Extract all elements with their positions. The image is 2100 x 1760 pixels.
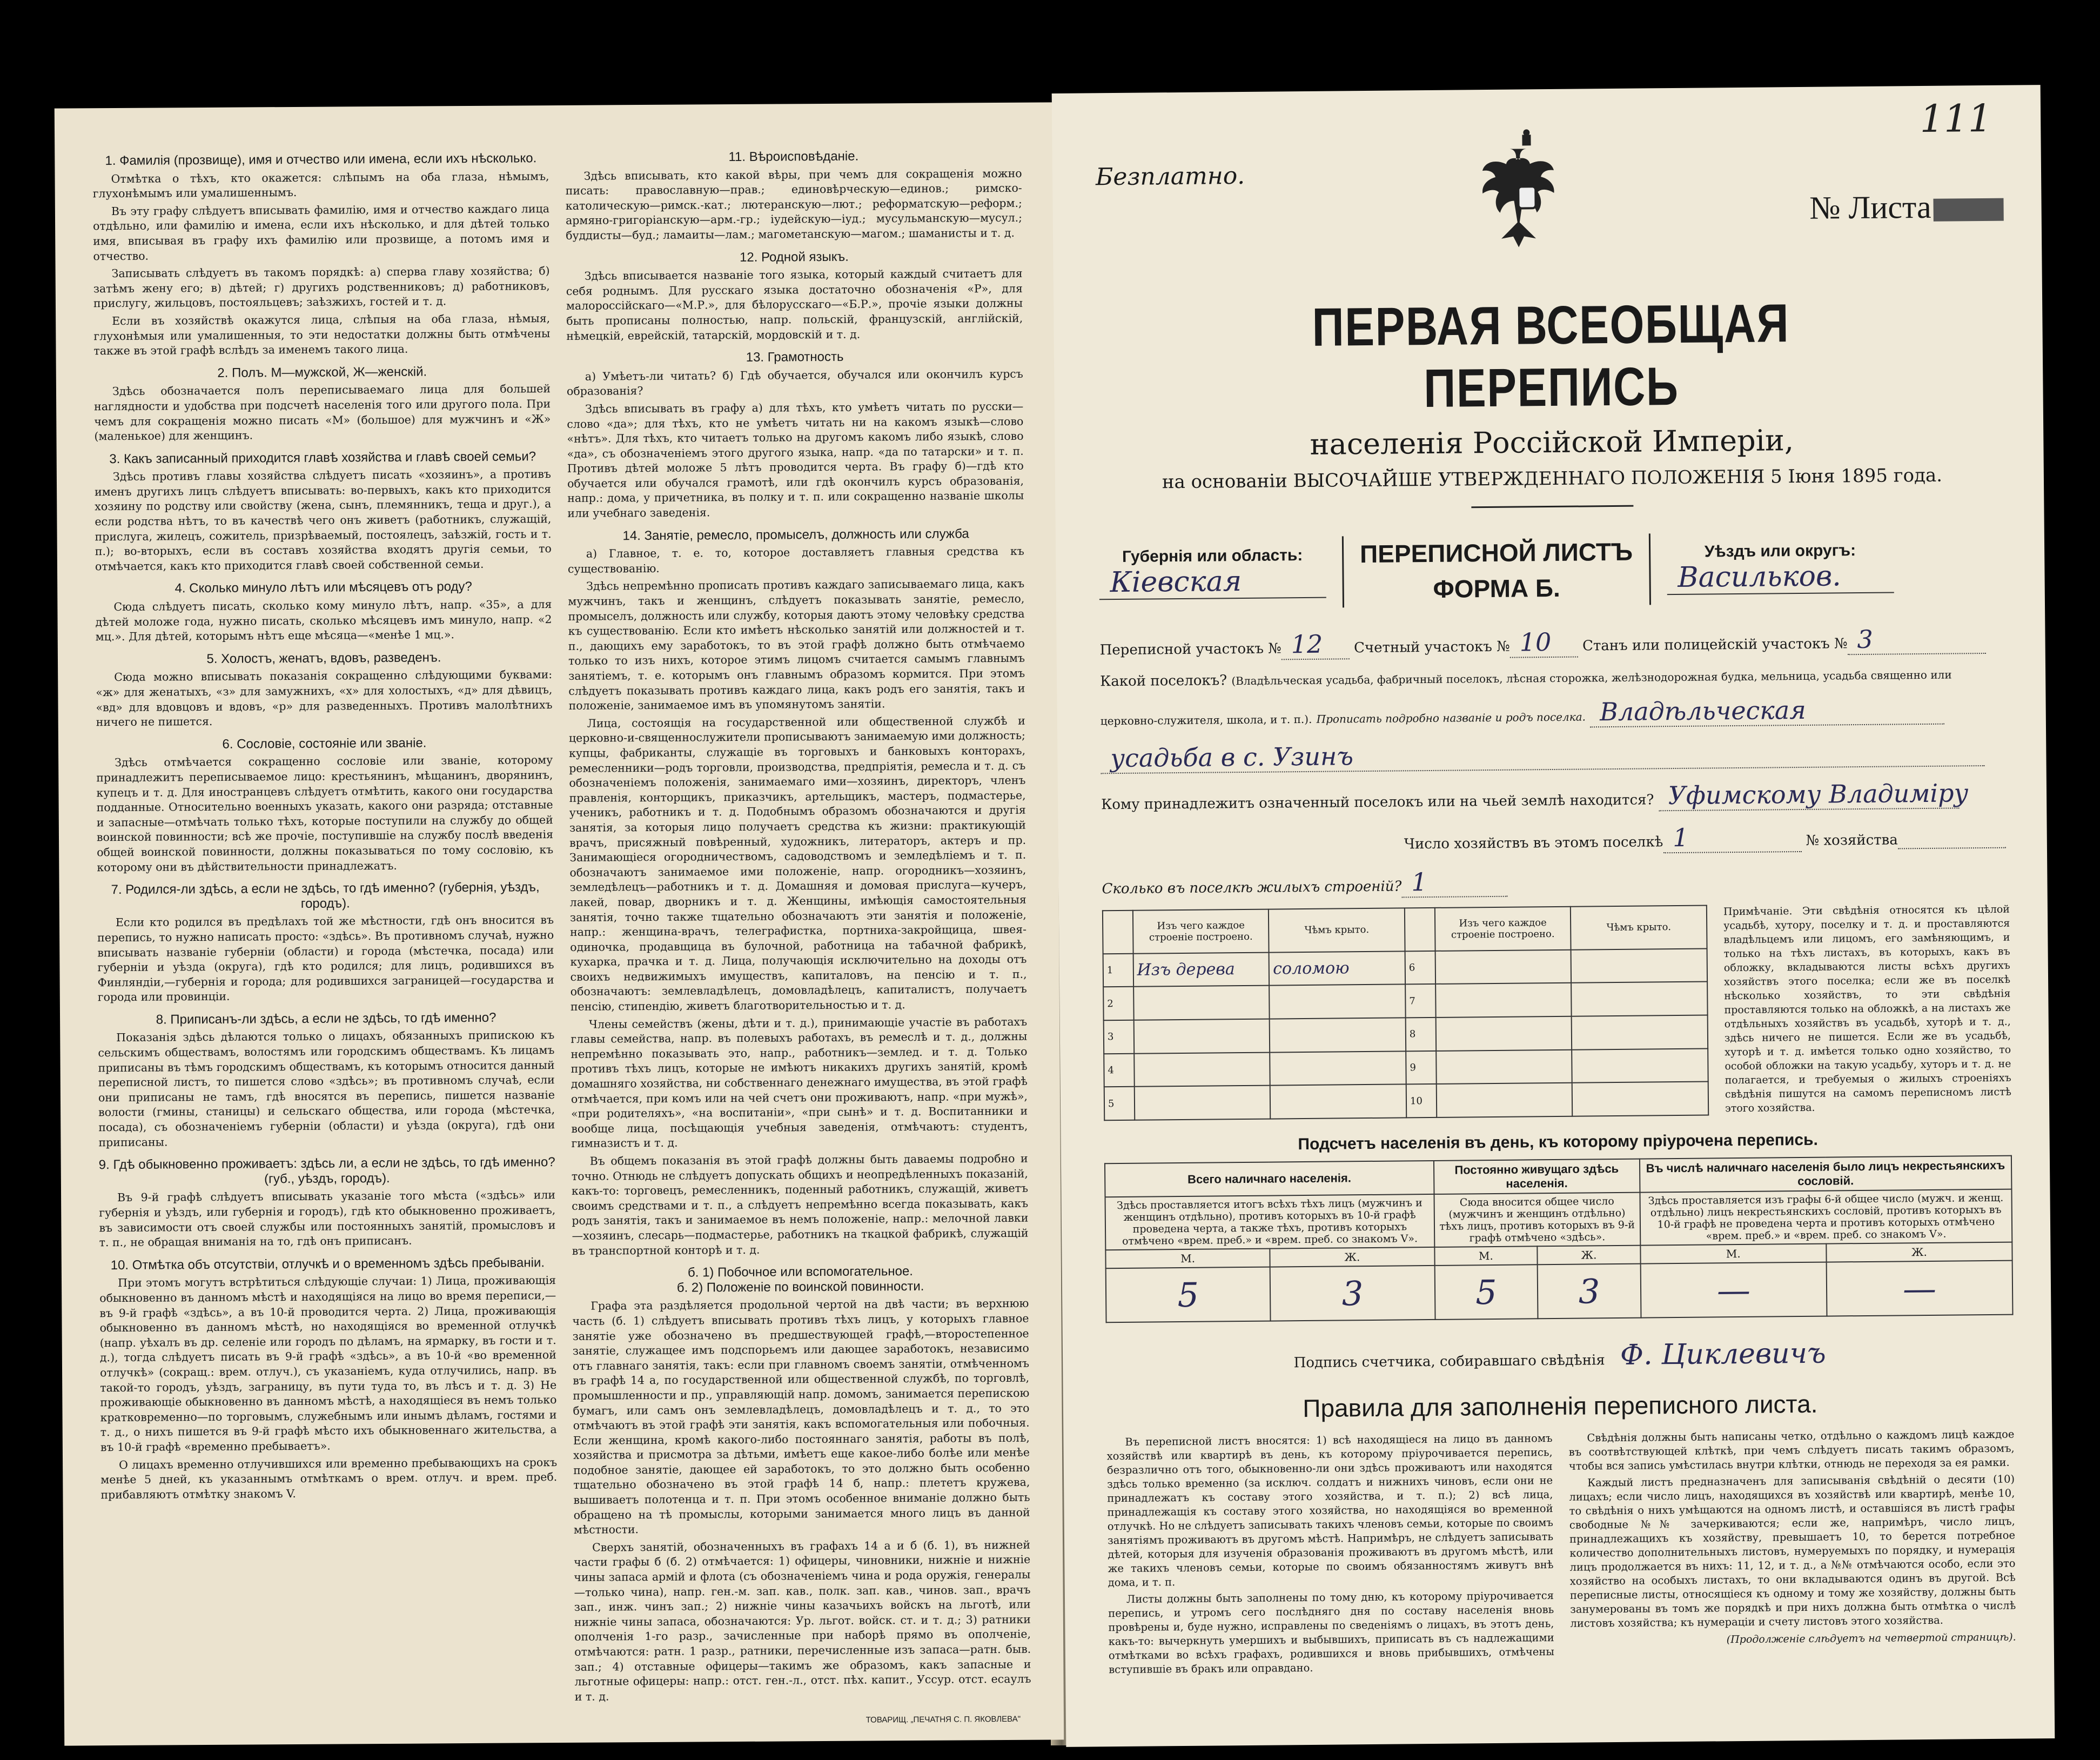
instruction-heading: 14. Занятіе, ремесло, промыселъ, должность или служба [622,526,969,543]
instructions-column-2 [565,140,1031,1710]
rules-columns [1106,1428,2016,1680]
handwritten-page-number: 111 [1920,96,1992,142]
pop-desc-present: Здѣсь проставляется итогъ всѣхъ тѣхъ лицъ (мужчинъ и женщинъ отдѣльно), противъ которыхъ въ 10-й графѣ проведена черта, а также тѣхъ, противъ которыхъ отмѣчено «врем. преб.» и «врем. преб. со знакомъ V». [1105,1194,1434,1250]
rules-title: Правила для заполненія переписного листа. [1303,1389,1818,1423]
bld-material[interactable]: Изъ дерева [1133,952,1269,987]
form-title-line-2: ФОРМА Б. [1433,573,1560,603]
form-title [1342,533,1651,607]
uezd-value[interactable]: Васильков. [1667,559,1894,595]
right-page [1052,85,2055,1747]
pop-permanent-male[interactable]: 5 [1434,1264,1538,1320]
bld-header-roof-2: Чѣмъ крыто. [1571,906,1707,950]
table-row [1103,948,1707,987]
buildings-note: Примѣчаніе. Эти свѣдѣнія относятся къ цѣлой усадьбѣ, хутору, поселку и т. д. и проставляются владѣльцемъ или лицомъ, его замѣняющимъ, и только на тѣхъ листахъ, въ которыхъ, какъ въ обложку, вкладываются листы всѣхъ другихъ хозяйствъ этого поселка; если же въ поселкѣ нѣсколько хозяйствъ, то эти свѣдѣнія проставляются только на обложкѣ, а на листахъ же отдѣльныхъ хозяйствъ въ усадьбѣ, хуторѣ и т. д., здѣсь ничего не пишется. Если же въ усадьбѣ, хуторѣ и т. д. имѣется только одно хозяйство, то особой обложки на такую усадьбу, хуторъ и т. д. не полагается, и требуемыя о жилыхъ строеніяхъ свѣдѣнія пишутся на самомъ переписномъ листѣ этого хозяйства. [1723,903,2011,1115]
enumerator-signature[interactable]: Ф. Циклевичъ [1620,1337,1826,1371]
instruction-paragraph: Графа эта раздѣляется продольной чертой на двѣ части; въ верхнюю часть (б. 1) слѣдуетъ вписывать противъ тѣхъ лицъ, у которыхъ главное занятіе уже обозначено въ предшествующей графѣ,—второстепенное занятіе, служащее имъ подспорьемъ или дающее заработокъ, независимо отъ главнаго занятія, такъ: если при главномъ своемъ занятіи, отмѣченномъ въ графѣ 14 а, по государственной или общественной службѣ, по торговлѣ, промышленности и пр., управляющій напр. домомъ, занимается перепискою бумагъ, или самъ онъ землевладѣлецъ, домовладѣлецъ и т. д., то это отмѣчаютъ въ этой графѣ эти занятія, какъ вспомогательныя или побочныя. Если женщина, кромѣ какого-либо постояннаго занятія, работы въ полѣ, хозяйства и присмотра за дѣтьми, имѣетъ еще какое-либо болѣе или менѣе подобное занятіе, дающее ей заработокъ, то это должно быть особенно тщательно обозначено въ этой графѣ 14 б, напр.: плететъ кружева, вышиваетъ полотенца и т. п. При этомъ особенное вниманіе должно быть обращено на тѣ промыслы, которыми занимается много лицъ въ данной мѣстности. [572,1297,1030,1537]
bld-material[interactable] [1133,986,1270,1020]
sheet-number-stamp [1933,198,2003,222]
rules-continuation: (Продолженіе слѣдуетъ на четвертой страницѣ). [1726,1631,2016,1646]
instruction-paragraph: Здѣсь противъ главы хозяйства слѣдуетъ писать «хозяинъ», а противъ именъ другихъ лицъ слѣдуетъ вписывать: во-первыхъ, какъ кто приходится хозяину по родству или свойству (жена, сынъ, племянникъ, теща и друг.), а если родства нѣтъ, то въ качествѣ чего онъ живетъ (работникъ, служащій, прислуга, жилецъ, сожитель, призрѣваемый, постоялецъ, заѣзжій, гость и т. п.); во-вторыхъ, если въ составъ хозяйства входятъ другія семьи, то отмѣчается, какъ кто приходится главѣ своей собственной семьи. [95,467,552,573]
table-row [1104,1048,1708,1087]
pop-permanent-female[interactable]: 3 [1538,1264,1641,1319]
bld-roof[interactable] [1270,1085,1406,1119]
settlement-name-value[interactable]: Владѣльческая [1590,694,1944,728]
buildings-section [1102,902,2011,1121]
instruction-heading: 7. Родился-ли здѣсь, а если не здѣсь, то гдѣ именно? (губернія, уѣздъ, городъ). [111,880,540,911]
instruction-paragraph: Если въ хозяйствѣ окажутся лица, слѣпыя на оба глаза, нѣмыя, глухонѣмыя или умалишенныя, то эти недостатки должны быть отмѣчены также въ этой графѣ вслѣдъ за именемъ такого лица. [93,312,551,358]
population-table: Всего наличнаго населенія. Постоянно живущаго здѣсь населенія. Въ числѣ наличнаго населенія было лицъ некрестьянскихъ сословій. Здѣсь проставляется итогъ всѣхъ тѣхъ лицъ (мужчинъ и женщинъ отдѣльно), противъ которыхъ въ 10-й графѣ проведена черта, а также тѣхъ, противъ которыхъ отмѣчено «врем. преб.» и «врем. преб. со знакомъ V». Сюда вносится общее число (мужчинъ и женщинъ отдѣльно) тѣхъ лицъ, противъ которыхъ въ 9-й графѣ отмѣчено «здѣсь». Здѣсь проставляется изъ графы 6-й общее число (мужч. и женщ. отдѣльно) лицъ некрестьянскихъ сословій, противъ которыхъ въ 10-й графѣ не проведена черта и противъ которыхъ отмѣчено «врем. преб.» и «врем. преб. со знакомъ V». М. Ж. М. Ж. М. Ж. 5 3 5 3 — — [1104,1155,2014,1323]
households-value[interactable]: 1 [1663,822,1801,853]
counting-district-value[interactable]: 10 [1509,627,1578,658]
instruction-paragraph: Въ 9-й графѣ слѣдуетъ вписывать указаніе того мѣста («здѣсь» или губернія и уѣздъ, или губернія и городъ), гдѣ кто обыкновенно проживаетъ, въ зависимости отъ своей службы или постоянныхъ занятій, промысловъ и т. п., не обращая вниманія на то, гдѣ онъ приписанъ. [99,1188,556,1249]
instruction-paragraph: Здѣсь обозначается полъ переписываемаго лица для большей наглядности и удобства при подсчетѣ населенія того или другого пола. При чемъ для сокращенія можно писать «М» (большое) для мужчинъ и «Ж» (маленькое) для женщинъ. [94,382,551,443]
district-line: Переписной участокъ № 12 Счетный участокъ № 10 Станъ или полицейскій участокъ № 3 [1099,624,2007,662]
guberniya-label: Губернія или область: [1122,546,1303,566]
instruction-heading: 1. Фамилія (прозвище), имя и отчество или имена, если ихъ нѣсколько. [105,151,537,169]
bld-material-2[interactable] [1435,949,1571,984]
instruction-paragraph: Сверхъ занятій, обозначенныхъ въ графахъ 14 а и б (б. 1), въ нижней части графы б (б. 2) отмѣчается: 1) офицеры, чиновники, нижніе и нижніе чины запаса армій и флота (съ обозначеніемъ чина и рода оружія, генералы—только чина), напр. ген.-м. зап. кав., полк. зап. кав., чинов. зап., врачъ зап., инж. чинъ зап.; 2) нижніе чины казачьихъ войскъ на льготѣ, или нижніе чины запаса, обозначаются: Ур. льгот. войск. ст. и т. д.; 3) ратники ополченія 1-го разр., зачисленные при наборѣ прямо въ ополченіе, отмѣчаются: ратн. 1 разр., ратники, перечисленные изъ запаса—ратн. быв. зап.; 4) отставные офицеры—такимъ же образомъ, какъ запасные и льготные офицеры: напр.: отст. ген.-л., отст. пѣх. капит., Уссур. отст. есаулъ и т. д. [574,1538,1031,1703]
bld-material[interactable] [1134,1086,1270,1120]
instruction-paragraph: Члены семействъ (жены, дѣти и т. д.), принимающіе участіе въ работахъ главы семейства, напр. въ полевыхъ работахъ, въ ремеслѣ и т. д., должны непремѣнно показывать это, напр., работникъ—землед. и т. д. Только противъ тѣхъ лицъ, которые не имѣютъ никакихъ другихъ занятій, кромѣ домашняго хозяйства, ни собственнаго денежнаго имущества, въ этой графѣ отмѣчается, при комъ или на чей счетъ они проживаютъ, напр. «при мужѣ», «при родителяхъ», «на воспитаніи», «при сынѣ» и т. д. Воспитанники и вообще лица, посѣщающія учебныя заведенія, отмѣчаютъ: студентъ, гимназистъ и т. д. [571,1015,1028,1150]
households-line: Число хозяйствъ въ этомъ поселкѣ 1 № хозяйства [1102,820,2009,859]
bld-material[interactable] [1134,1052,1270,1087]
bld-material-2[interactable] [1435,1016,1572,1051]
buildings-count-line: Сколько въ поселкѣ жилыхъ строеній? 1 [1102,862,2009,901]
buildings-table [1102,905,1709,1121]
bld-material-2[interactable] [1436,1049,1572,1084]
instruction-heading: б. 1) Побочное или вспомогательное. б. 2) Положеніе по воинской повинности. [676,1264,924,1295]
bld-roof-2[interactable] [1571,948,1707,983]
rule-paragraph: Каждый листъ предназначенъ для записыванія свѣдѣній о десяти (10) лицахъ; если число лицъ, находящихся въ хозяйствѣ или квартирѣ, менѣе 10, то свѣдѣнія о нихъ умѣщаются на одномъ листѣ, и оставшіяся въ листѣ графы свободные №№ зачеркиваются; если же, напримѣръ, число лицъ, принадлежащихъ къ хозяйству, превышаетъ 10, то берется потребное количество дополнительныхъ листовъ, нумеруемыхъ по порядку, и нумерація лицъ продолжается въ нихъ: 11, 12, и т. д., а №№ отмѣчаются особо, если это хозяйство на особыхъ листахъ, то они вкладываются одинъ въ другой. Всѣ переписные листы, относящіеся къ одному и тому же хозяйству, должны быть занумерованы въ томъ же порядкѣ и при нихъ должна быть отмѣтка о числѣ листовъ хозяйства; къ нумераціи и счету листовъ этого хозяйства. [1569,1473,2016,1630]
pop-non-peasant-female[interactable]: — [1826,1261,2012,1316]
pop-desc-permanent: Сюда вносится общее число (мужчинъ и женщинъ отдѣльно) тѣхъ лицъ, противъ которыхъ въ 9-й графѣ отмѣчено «здѣсь». [1434,1193,1640,1247]
pop-present-female[interactable]: 3 [1270,1266,1435,1321]
rule-paragraph: Въ переписной листъ вносятся: 1) всѣ находящіеся на лицо въ данномъ хозяйствѣ или квартирѣ въ день, къ которому пріурочивается перепись, безразлично отъ того, обыкновенно-ли они здѣсь проживаютъ или находятся здѣсь только временно (за исключ. солдатъ и нижнихъ чиновъ, если они не принадлежатъ къ составу этого хозяйства, и т. п.); 2) всѣ лица, принадлежащія къ составу этого хозяйства, но находящіяся во временной отлучкѣ. Но не слѣдуетъ записывать такихъ членовъ семьи, которые по своимъ занятіямъ проживаютъ въ другомъ мѣстѣ. Напримѣръ, не слѣдуетъ записывать дѣтей, которыя для изученія образованія проживаютъ въ другомъ мѣстѣ, или же такихъ членовъ семьи, которые по своимъ обязанностямъ живутъ внѣ дома, и т. п. [1106,1432,1554,1589]
bld-header-material-2: Изъ чего каждое строеніе построено. [1435,907,1571,951]
instruction-paragraph: Записывать слѣдуетъ въ такомъ порядкѣ: а) сперва главу хозяйства; б) затѣмъ жену его; в) дѣтей; г) другихъ родственниковъ; д) работниковъ, прислугу, жильцовъ, постояльцевъ; заѣзжихъ, гостей и т. д. [93,264,550,310]
police-district-value[interactable]: 3 [1847,624,1985,655]
pop-header-present: Всего наличнаго населенія. [1105,1161,1434,1197]
instruction-paragraph: При этомъ могутъ встрѣтиться слѣдующіе случаи: 1) Лица, проживающія обыкновенно въ данномъ мѣстѣ и находящіяся на лицо во время переписи,—въ 9-й графѣ «здѣсь», а въ 10-й проводится черта. 2) Лица, проживающія обыкновенно въ данномъ мѣстѣ, но находящіяся во временной отлучкѣ (напр. уѣхалъ въ др. селеніе или городъ по дѣламъ, на ярмарку, въ гости и т. д.), тогда слѣдуетъ писать въ 9-й графѣ «здѣсь», а въ 10-й «во временной отлучкѣ» (сокращ.: врем. отлуч.), съ указаніемъ, куда отлучились, напр. въ такой-то городъ, уѣздъ, заграницу, въ пути туда то, въ лѣсъ и т. д. 3) Не проживающіе обыкновенно въ данномъ мѣстѣ, а находящіеся въ немъ только кратковременно—по торговымъ, служебнымъ или инымъ дѣламъ, гостями и т. д., о нихъ пишется въ 9-й графѣ мѣсто ихъ обыкновеннаго жительства, а въ 10-й графѣ «временно пребываетъ». [99,1274,557,1454]
pop-header-permanent: Постоянно живущаго здѣсь населенія. [1434,1159,1640,1194]
rules-column-2 [1568,1428,2016,1676]
instruction-paragraph: Въ эту графу слѣдуетъ вписывать фамилію, имя и отчество каждаго лица отдѣльно, или фамилію и имена, если ихъ нѣсколько, и для дѣтей только имя, вписывая въ графу ихъ фамилію или прозвище, а потомъ имя и отчество. [93,202,550,263]
census-basis: на основаніи ВЫСОЧАЙШЕ УТВЕРЖДЕННАГО ПОЛОЖЕНІЯ 5 Іюня 1895 года. [1162,464,1943,493]
instruction-paragraph: Здѣсь отмѣчается сокращенно сословіе или званіе, которому принадлежитъ переписываемое лицо: крестьянинъ, мѣщанинъ, дворянинъ, купецъ и т. д. Для иностранцевъ слѣдуетъ отмѣтить, какого они государства подданные. Относительно военныхъ указать, какого они разряда; отставные и запасные—отмѣчать только тѣхъ, которые поступили на службу до общей воинской повинности; всѣ же прочіе, поступившіе на службу послѣ введенія общей воинской повинности, должны показываться по тому сословію, къ которому они въ дѣйствительности принадлежатъ. [96,753,554,874]
rules-column-1 [1106,1431,1554,1679]
instruction-paragraph: Если кто родился въ предѣлахъ той же мѣстности, гдѣ онъ вносится въ перепись, то нужно написать просто: «здѣсь». Въ противномъ случаѣ, нужно вписывать названіе губерніи (области) и города (мѣстечка, посада) или губерніи и уѣзда (округа), гдѣ кто родился; для лицъ, родившихся въ Финляндіи,—губернія и города; для родившихся заграницей—государства и города или провинціи. [97,913,554,1004]
bld-material-2[interactable] [1436,1083,1572,1117]
double-headed-eagle-emblem [1462,126,1593,268]
instruction-heading: 6. Сословіе, состояніе или званіе. [222,735,427,752]
instruction-paragraph: Здѣсь непремѣнно прописать противъ каждаго записываемаго лица, какъ мужчинъ, такъ и женщинъ, слѣдуетъ показывать занятіе, ремесло, промыселъ, должность или службу, которыя даютъ этому человѣку средства къ существованію. Если кто имѣетъ нѣсколько занятій или должностей и т. п., дающихъ ему заработокъ, то въ этой графѣ должно быть отмѣчаемо только то изъ нихъ, которое этимъ лицомъ считается самымъ главнымъ занятіемъ, т. е. которымъ онъ главнымъ образомъ кормится. При этомъ слѣдуетъ показывать противъ каждаго лица, какъ родъ его занятія, такъ и положеніе, занимаемое имъ въ упомянутомъ занятіи. [568,577,1025,713]
instruction-paragraph: О лицахъ временно отлучившихся или временно пребывающихъ на срокъ менѣе 5 дней, къ указаннымъ отмѣткамъ о врем. отлуч. и врем. преб. прибавляютъ отмѣтку знакомъ V. [100,1455,558,1501]
owner-value[interactable]: Уфимскому Владиміру [1658,778,1958,811]
bld-roof-2[interactable] [1572,1082,1708,1116]
uezd-label: Уѣздъ или округъ: [1704,541,1856,561]
table-row [1104,1015,1708,1053]
bld-header-material: Изъ чего каждое строеніе построено. [1133,909,1269,954]
instruction-heading: 4. Сколько минуло лѣтъ или мѣсяцевъ отъ роду? [175,579,472,596]
left-page [55,102,1064,1745]
pop-header-non-peasant: Въ числѣ наличнаго населенія было лицъ некрестьянскихъ сословій. [1640,1156,2012,1193]
instruction-paragraph: Здѣсь вписывать въ графу а) для тѣхъ, кто умѣетъ читать по русски—слово «да»; для тѣхъ, кто не умѣетъ читать ни на какомъ языкѣ—слово «нѣтъ». Для тѣхъ, кто читаетъ только на другомъ какомъ либо языкѣ, слово «да», съ обозначеніемъ этого другого языка, напр. «да по татарски» и т. п. Противъ дѣтей моложе 5 лѣтъ проводится черта. Въ графу б)—гдѣ кто обучается или обучался грамотѣ, или гдѣ окончилъ курсъ образованія, напр.: дома, у причетника, въ полку и т. п. или сокращенно названіе школы или учебнаго заведенія. [567,399,1024,520]
instruction-paragraph: Здѣсь вписывать, кто какой вѣры, при чемъ для сокращенія можно писать: православную—прав.; единовѣрческую—единов.; римско-католическую—римск.-кат.; лютеранскую—лют.; реформатскую—реформ.; армяно-григоріанскую—арм.-гр.; іудейскую—іуд.; мусульманскую—мусул.; буддисты—буд.; ламаиты—лам.; магометанскую—магом.; шаманисты и т. д. [565,166,1023,242]
instruction-paragraph: а) Умѣетъ-ли читать? б) Гдѣ обучается, обучался или окончилъ курсъ образованія? [566,367,1023,398]
form-title-line-1: ПЕРЕПИСНОЙ ЛИСТЪ [1359,537,1633,568]
bld-row-number: 9 [1406,1051,1436,1085]
bld-row-number: 8 [1406,1018,1436,1051]
pop-present-male[interactable]: 5 [1106,1267,1271,1323]
bld-row-number: 10 [1406,1084,1437,1117]
instruction-heading: 2. Полъ. М—мужской, Ж—женскій. [217,364,427,380]
bld-row-number: 3 [1104,1020,1134,1054]
bld-roof-2[interactable] [1571,982,1707,1016]
owner-line: Кому принадлежитъ означенный поселокъ или на чьей землѣ находится? Уфимскому Владиміру [1101,778,1969,813]
bld-row-number: 4 [1104,1053,1134,1087]
instruction-heading: 3. Какъ записанный приходится главѣ хозяйства и главѣ своей семьи? [109,449,536,466]
instruction-paragraph: Въ общемъ показанія въ этой графѣ должны быть даваемы подробно и точно. Отнюдь не слѣдуетъ допускать общихъ и неопредѣленныхъ показаній, какъ-то: торговецъ, ремесленникъ, поденный работникъ, служащій, живетъ своимъ средствами и т. п., а слѣдуетъ непремѣнно всегда показывать, какъ родъ занятія, такъ и занимаемое въ немъ положеніе, напр.: мелочной лавки—хозяинъ, слесарь—подмастерье, работникъ на ткацкой фабрикѣ, служащій въ транспортной конторѣ и т. д. [571,1152,1029,1257]
instruction-paragraph: а) Главное, т. е. то, которое доставляетъ главныя средства къ существованію. [567,544,1024,575]
bld-row-number: 1 [1103,953,1133,987]
instruction-heading: 10. Отмѣтка объ отсутствіи, отлучкѣ и о временномъ здѣсь пребываніи. [110,1255,545,1273]
instruction-paragraph: Сюда можно вписывать показанія сокращенно слѣдующими буквами: «ж» для женатыхъ, «з» для замужнихъ, «х» для холостыхъ, «д» для дѣвицъ, «вд» для вдовцовъ и вдовъ, «р» для разведенныхъ. Противъ малолѣтнихъ ничего не пишется. [96,668,553,729]
bld-row-number: 5 [1104,1087,1135,1120]
pop-non-peasant-male[interactable]: — [1640,1262,1827,1318]
bld-roof[interactable] [1270,1051,1406,1086]
census-subtitle: населенія Россійской Имперіи, [1310,423,1794,461]
bld-header-roof: Чѣмъ крыто. [1269,908,1405,952]
instruction-heading: 5. Холостъ, женатъ, вдовъ, разведенъ. [206,650,441,666]
population-count-title: Подсчетъ населенія въ день, къ которому пріурочена перепись. [1298,1130,1819,1154]
table-row [1104,1082,1708,1120]
instruction-heading: 8. Приписанъ-ли здѣсь, а если не здѣсь, то гдѣ именно? [156,1010,497,1027]
settlement-type-line: Какой поселокъ? (Владѣльческая усадьба, фабричный поселокъ, лѣсная сторожка, желѣзнодорожная будка, мельница, усадьба священно или [1100,668,1952,690]
instruction-paragraph: Показанія здѣсь дѣлаются только о лицахъ, обязанныхъ припискою къ сельскимъ обществамъ, волостямъ или городскимъ обществамъ. Къ лицамъ приписаны въ тѣмъ городскимъ обществамъ, къ которымъ относится данный переписной листъ, то пишется слово «здѣсь»; въ противномъ случаѣ, если они приписаны не тамъ, гдѣ вносятся въ перепись, пишется названіе волости (гмины, станицы) и сельскаго общества, или города (мѣстечка, посада), съ обозначеніемъ губерніи (области) и уѣзда (округа), гдѣ они приписаны. [98,1028,555,1149]
instruction-paragraph: Здѣсь вписывается названіе того языка, который каждый считаетъ для себя роднымъ. Для русскаго языка достаточно обозначенія «Р», для малороссійскаго—«М.Р.», для бѣлорусскаго—«Б.Р.», прочіе языки должны быть прописаны полностью, напр. польскій, французскій, англійскій, нѣмецкій, еврейскій, татарскій, мордовскій и т. д. [566,266,1023,343]
sheet-number: № Листа [1809,188,2004,227]
rule-paragraph: Свѣдѣнія должны быть написаны четко, отдѣльно о каждомъ лицѣ каждое въ соотвѣтствующей клѣткѣ, при чемъ слѣдуетъ писать такимъ образомъ, чтобы вся запись умѣстилась внутри клѣтки, отнюдь не переходя за ея рамки. [1568,1428,2015,1473]
settlement-name-line-2 [1101,736,2008,774]
table-row [1103,982,1707,1020]
bld-material-2[interactable] [1435,983,1572,1018]
instruction-heading: 13. Грамотность [746,349,844,365]
rule-paragraph: Листы должны быть заполнены по тому дню, къ которому пріурочивается перепись, и утромъ сего послѣдняго дня по составу населенія вновь провѣрены и, буде нужно, исправлены по сведеніямъ о лицахъ, въ этотъ день, какъ-то: вычеркнуть умершихъ и выбывшихъ, приписать въ съ надлежащими отмѣтками во всѣхъ графахъ, родившихся и вновь прибывшихъ, отмѣчены вступившіе въ бракъ или оправдано. [1108,1589,1554,1676]
divider [1471,505,1633,508]
bld-roof-2[interactable] [1572,1048,1708,1083]
instruction-heading: 11. Вѣроисповѣданіе. [728,149,859,165]
census-title: ПЕРВАЯ ВСЕОБЩАЯ ПЕРЕПИСЬ [1312,293,1790,419]
bld-roof[interactable] [1270,1018,1406,1052]
free-of-charge-label: Безплатно. [1095,162,1245,191]
printer-imprint: ТОВАРИЩ. „ПЕЧАТНЯ С. П. ЯКОВЛЕВА" [866,1714,1021,1725]
instruction-paragraph: Отмѣтка о тѣхъ, кто окажется: слѣпымъ на оба глаза, нѣмымъ, глухонѣмымъ или умалишеннымъ. [92,169,549,200]
instruction-paragraph: Сюда слѣдуетъ писать, сколько кому минуло лѣтъ, напр. «35», а для дѣтей моложе года, нужно писать, сколько мѣсяцевъ имъ минуло, напр. «2 мц.». Для дѣтей, которымъ нѣтъ еще мѣсяца—«менѣе 1 мц.». [95,598,552,644]
bld-roof[interactable] [1269,985,1405,1019]
instruction-heading: 12. Родной языкъ. [739,249,849,265]
instruction-heading: 9. Гдѣ обыкновенно проживаетъ: здѣсь ли, а если не здѣсь, то гдѣ именно? (губ., уѣздъ, городъ). [98,1155,555,1187]
instructions-column-1 [92,143,559,1713]
bld-roof-2[interactable] [1572,1015,1708,1049]
census-district-value[interactable]: 12 [1281,629,1349,660]
bld-roof[interactable]: соломою [1269,951,1405,986]
buildings-count-value[interactable]: 1 [1401,867,1507,898]
enumerator-signature-line: Подпись счетчика, собиравшаго свѣдѣнія Ф. Циклевичъ [1293,1337,1826,1371]
settlement-name-value-2[interactable]: усадьба в с. Узинъ [1101,736,1984,774]
settlement-name-line: церковно-служителя, школа, и т. п.). Прописать подробно названіе и родъ поселка. Владѣльческая [1101,694,2008,732]
bld-row-number: 2 [1103,987,1133,1020]
form-header-row [1099,531,2007,610]
bld-row-number: 7 [1405,984,1435,1018]
guberniya-value[interactable]: Кіевская [1099,565,1326,600]
household-number-field[interactable] [1898,831,2006,849]
pop-desc-non-peasant: Здѣсь проставляется изъ графы 6-й общее число (мужч. и женщ. отдѣльно) лицъ некрестьянскихъ сословій, противъ которыхъ въ 10-й графѣ не проведена черта и противъ которыхъ отмѣчено «врем. преб.» и «врем. преб. со знакомъ V». [1640,1189,2012,1246]
bld-row-number: 6 [1405,951,1435,985]
instruction-paragraph: Лица, состоящія на государственной или общественной службѣ и церковно-и-священнослужители прописываютъ занимаемую ими должность; купцы, фабриканты, служащіе въ торговыхъ и банковыхъ конторахъ, ремесленники—родъ торговли, производства, предпріятія, ремесла и т. д. съ обозначеніемъ положенія, занимаемаго ими—хозяинъ, директоръ, членъ правленія, конторщикъ, приказчикъ, артельщикъ, мастеръ, подмастерье, ученикъ, работникъ и т. д. Подобнымъ образомъ обозначаются и другія занятія, за которыя лицо получаетъ средства къ жизни: практикующій врачъ, присяжный повѣренный, художникъ, литераторъ, актеръ и пр. Занимающіеся огородничествомъ, садоводствомъ и земледѣліемъ и т. п. обозначаютъ занимаемое ими положеніе, напр. огородникъ—хозяинъ, земледѣлецъ—работникъ и т. д. Домашняя и домовая прислуга—кучеръ, лакей, повар, дворникъ и т. д. Женщины, имѣющія самостоятельныя занятія, точно также тщательно обозначаютъ эти занятія и положеніе, напр.: женщина-врачъ, телеграфистка, портниха-закройщица, швея-одиночка, продавщица въ булочной, работница на табачной фабрикѣ, кухарка, прачка и т. д. Лица, получающія исключительно на доходы отъ своихъ недвижимыхъ имуществъ, капиталовъ, на пенсію и т. п., обозначаютъ: землевладѣлецъ, домовладѣлецъ, капиталистъ, получаетъ пенсію, стипендію, живетъ благотворительностью и т. д. [568,714,1027,1013]
bld-material[interactable] [1133,1019,1270,1054]
